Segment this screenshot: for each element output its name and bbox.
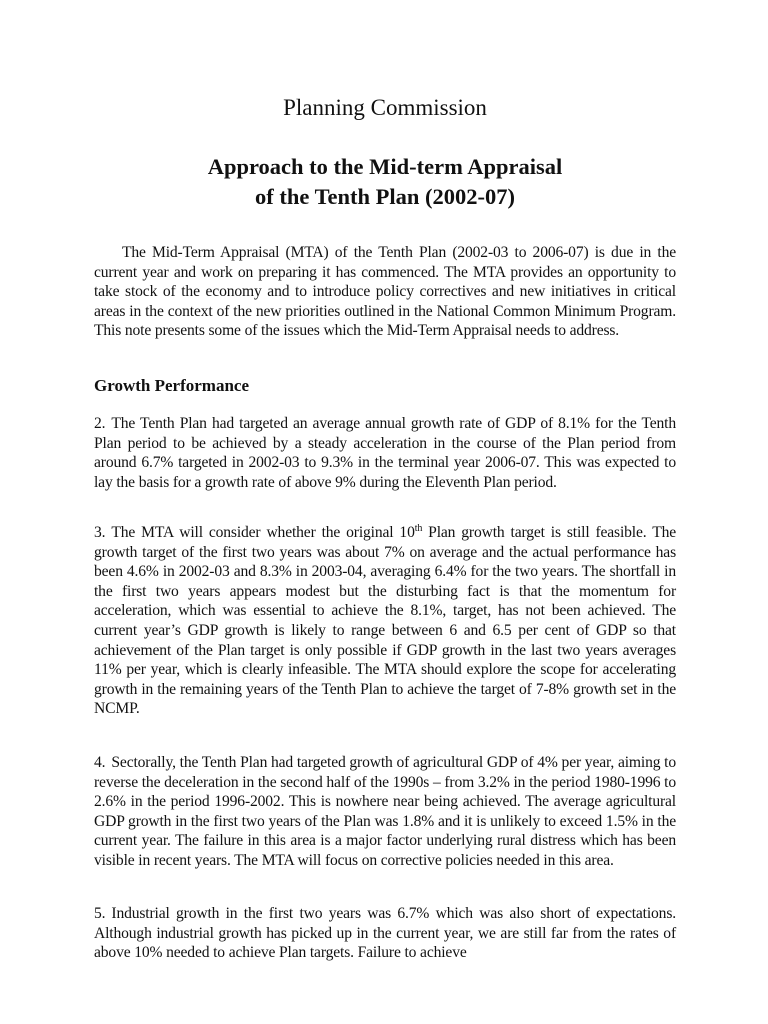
organization-name: Planning Commission [283,95,487,120]
section-heading: Growth Performance [94,376,249,395]
paragraph-text: Industrial growth in the first two years was 6.7% which was also short of expectations. Although industrial growth has picked up in the current year, we are still far from the rates of above 10% needed to achieve Plan targets. Failure to achieve [94,905,676,962]
paragraph-number: 5. [94,905,106,922]
paragraph-4 [94,753,676,871]
title-line-2: of the Tenth Plan (2002-07) [254,184,515,209]
paragraph-3 [94,523,676,719]
paragraph-number: 2. [94,415,106,432]
document-title [94,152,676,212]
document-page [94,0,676,1024]
paragraph-text-rest: Plan growth target is still feasible. The growth target of the first two years was about 7% on average and the actual performance has been 4.6% in 2002-03 and 8.3% in 2003-04, averaging 6.4% for the two years. The shortfall in the first two years appears modest but the disturbing fact is that the momentum for acceleration, which was essential to achieve the 8.1%, target, has not been achieved. The current year’s GDP growth is likely to range between 6 and 6.5 per cent of GDP so that achievement of the Plan target is only possible if GDP growth in the last two years averages 11% per year, which is clearly infeasible. The MTA should explore the scope for accelerating growth in the remaining years of the Tenth Plan to achieve the target of 7-8% growth set in the NCMP. [94,524,676,718]
paragraph-text: The Tenth Plan had targeted an average annual growth rate of GDP of 8.1% for the Tenth Plan period to be achieved by a steady acceleration in the course of the Plan period from around 6.7% targeted in 2002-03 to 9.3% in the terminal year 2006-07. This was expected to lay the basis for a growth rate of above 9% during the Eleventh Plan period. [94,415,676,491]
paragraph-text: Sectorally, the Tenth Plan had targeted growth of agricultural GDP of 4% per year, aiming to reverse the deceleration in the second half of the 1990s – from 3.2% in the period 1980-1996 to 2.6% in the period 1996-2002. This is nowhere near being achieved. The average agricultural GDP growth in the first two years of the Plan was 1.8% and it is unlikely to exceed 1.5% in the current year. The failure in this area is a major factor underlying rural distress which has been visible in recent years. The MTA will focus on corrective policies needed in this area. [94,754,676,869]
intro-paragraph: The Mid-Term Appraisal (MTA) of the Tenth Plan (2002-03 to 2006-07) is due in the current year and work on preparing it has commenced. The MTA provides an opportunity to take stock of the economy and to introduce policy correctives and new initiatives in critical areas in the context of the new priorities outlined in the National Common Minimum Program. This note presents some of the issues which the Mid-Term Appraisal needs to address. [94,244,676,340]
paragraph-2 [94,414,676,492]
paragraph-text-start: The MTA will consider whether the original 10 [111,524,415,541]
title-line-1: Approach to the Mid-term Appraisal [207,154,563,179]
paragraph-number: 4. [94,754,106,771]
ordinal-superscript: th [414,522,423,534]
paragraph-number: 3. [94,524,106,541]
paragraph-5 [94,904,676,963]
